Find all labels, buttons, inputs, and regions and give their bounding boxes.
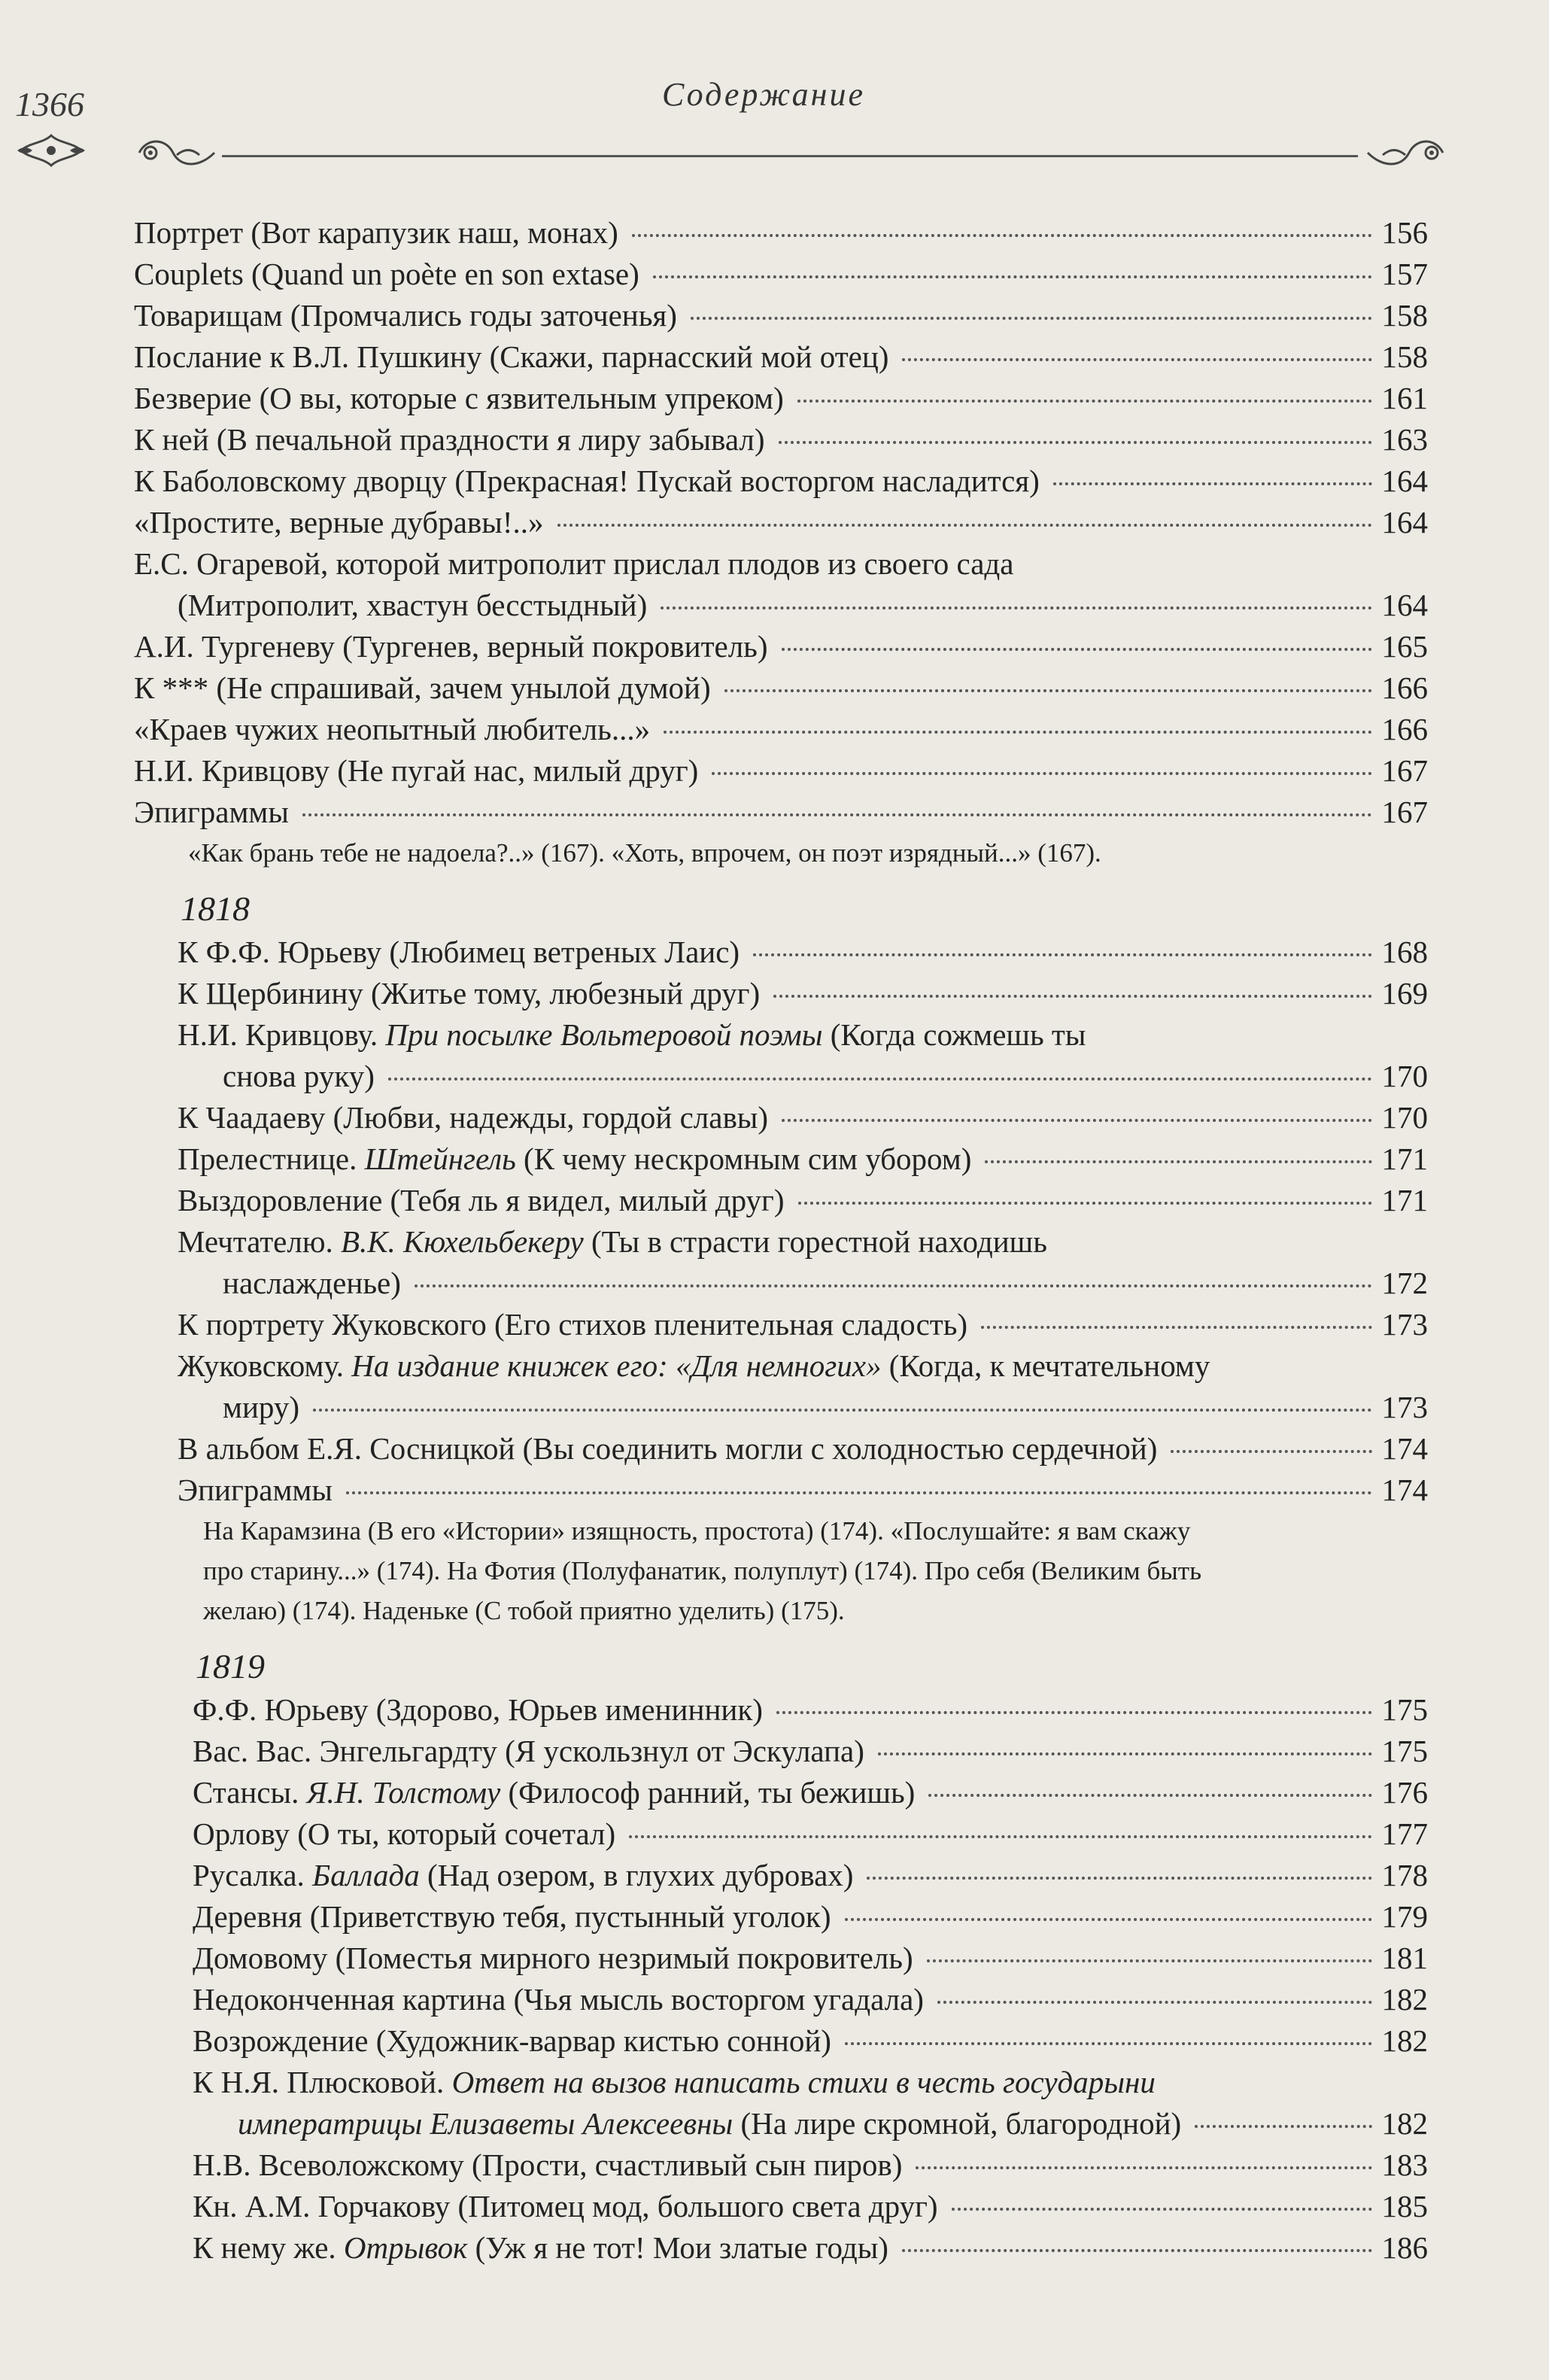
entry-title-prefix: Жуковскому. [178,1348,352,1383]
entry-title-suffix: (Когда, к мечтательному [881,1348,1210,1383]
entry-title: К ней (В печальной праздности я лиру забывал) [134,422,765,457]
entry-page: 158 [1381,298,1428,333]
entry-title: Выздоровление (Тебя ль я видел, милый друг) [178,1183,785,1217]
toc-entry [134,709,1428,750]
toc-entry [134,212,1428,254]
entry-page: 164 [1381,464,1428,498]
leader-dots [753,953,1372,956]
entry-title: Вас. Вас. Энгельгардту (Я ускользнул от Эскулапа) [193,1734,864,1768]
entry-title: «Простите, верные дубравы!..» [134,505,544,540]
leader-dots [902,358,1372,361]
entry-page: 167 [1381,753,1428,788]
entry-page: 166 [1381,712,1428,746]
leader-dots [797,400,1372,403]
entry-title-line2: снова руку) [223,1059,375,1093]
epigram-list: про старину...» (174). На Фотия (Полуфанатик, полуплут) (174). Про себя (Великим быть [203,1556,1202,1585]
entry-title-line1 [134,2062,1428,2103]
entry-title-prefix: Н.И. Кривцову. [178,1017,386,1052]
entry-page: 186 [1381,2230,1428,2265]
leader-dots [664,731,1372,734]
epigram-list: «Как брань тебе не надоела?..» (167). «Хоть, впрочем, он поэт изрядный...» (167). [188,838,1101,868]
toc-entry [134,1138,1428,1180]
leader-dots [1171,1450,1372,1453]
entry-title: Безверие (О вы, которые с язвительным упреком) [134,381,784,415]
entry-page: 171 [1381,1141,1428,1176]
entry-title: Товарищам (Промчались годы заточенья) [134,298,677,333]
entry-title-line1 [134,1345,1428,1387]
entry-title-suffix: (Ты в страсти горестной находишь [583,1224,1047,1259]
entry-title-line2 [238,2103,1181,2144]
leader-dots [724,689,1372,692]
entry-page: 183 [1381,2147,1428,2182]
toc-entry [134,973,1428,1014]
toc-entry [134,295,1428,336]
entry-page: 177 [1381,1816,1428,1851]
leader-dots [712,772,1372,775]
entry-title: Орлову (О ты, который сочетал) [193,1816,616,1851]
entry-title-line2: миру) [223,1390,299,1424]
entry-title-suffix: (Уж я не тот! Мои златые годы) [467,2230,888,2265]
entry-title-italic: Штейнгель [364,1141,516,1176]
entry-page: 167 [1381,795,1428,829]
leader-dots [782,648,1372,651]
toc-entry [134,2227,1428,2269]
entry-title: Домовому (Поместья мирного незримый покровитель) [193,1941,913,1975]
entry-page: 170 [1381,1100,1428,1135]
toc-entry [134,1938,1428,1979]
toc-entry [134,750,1428,792]
entry-title: К Ф.Ф. Юрьеву (Любимец ветреных Лаис) [178,935,740,969]
entry-page: 156 [1381,215,1428,250]
leader-dots [313,1409,1372,1412]
entry-title: Послание к В.Л. Пушкину (Скажи, парнасский мой отец) [134,339,889,374]
toc-entry [134,1896,1428,1938]
toc-entry [134,2020,1428,2062]
entry-title-prefix: Прелестнице. [178,1141,365,1176]
entry-page: 175 [1381,1734,1428,1768]
toc-entry [134,419,1428,460]
entry-page: 172 [1381,1266,1428,1300]
leader-dots [878,1752,1372,1755]
entry-title: Деревня (Приветствую тебя, пустынный уголок) [193,1899,831,1934]
entry-page: 174 [1381,1431,1428,1466]
entry-title: Возрождение (Художник-варвар кистью сонной) [193,2023,831,2058]
toc-entry [134,336,1428,378]
entry-title: Портрет (Вот карапузик наш, монах) [134,215,618,250]
leader-dots [927,1959,1372,1962]
entry-page: 185 [1381,2189,1428,2223]
entry-page: 181 [1381,1941,1428,1975]
entry-page: 163 [1381,422,1428,457]
entry-title-suffix: (На лире скромной, благородной) [733,2106,1182,2141]
entry-page: 182 [1381,2106,1428,2141]
leader-dots [782,1119,1372,1122]
entry-title [178,1138,971,1180]
entry-title [193,1855,853,1896]
leader-dots [985,1160,1372,1163]
entry-title-line1 [134,1221,1428,1263]
entry-page: 182 [1381,2023,1428,2058]
year-heading: 1818 [181,889,250,928]
leader-dots [346,1491,1372,1494]
leader-dots [1053,482,1372,485]
entry-page: 173 [1381,1307,1428,1342]
leader-dots [981,1326,1372,1329]
entry-page: 174 [1381,1473,1428,1507]
leader-dots [937,2001,1372,2004]
toc-entry [134,1056,1428,1097]
toc-entry [134,2144,1428,2186]
toc-entry [134,585,1428,626]
toc-entry [134,626,1428,667]
left-page-ornament-icon [14,128,89,173]
entry-page: 176 [1381,1775,1428,1810]
entry-page: 170 [1381,1059,1428,1093]
leader-dots [845,1918,1373,1921]
table-of-contents [134,212,1428,2269]
toc-entry [134,1470,1428,1511]
toc-entry [134,1097,1428,1138]
entry-page: 175 [1381,1692,1428,1727]
toc-entry [134,1731,1428,1772]
entry-page: 158 [1381,339,1428,374]
entry-title: А.И. Тургеневу (Тургенев, верный покровитель) [134,629,768,664]
leader-dots [916,2166,1372,2169]
entry-title: Ф.Ф. Юрьеву (Здорово, Юрьев именинник) [193,1692,763,1727]
entry-title: В альбом Е.Я. Сосницкой (Вы соединить могли с холодностью сердечной) [178,1431,1158,1466]
entry-title [193,1772,915,1813]
entry-title: Couplets (Quand un poète en son extase) [134,257,639,291]
leader-dots [928,1794,1372,1797]
entry-page: 161 [1381,381,1428,415]
entry-title: К портрету Жуковского (Его стихов пленительная сладость) [178,1307,968,1342]
entry-title: Эпиграммы [178,1473,333,1507]
entry-title: К Щербинину (Житье тому, любезный друг) [178,976,761,1011]
toc-entry [134,1304,1428,1345]
entry-title-line1 [134,1014,1428,1056]
entry-page: 178 [1381,1858,1428,1892]
leader-dots [557,524,1373,527]
toc-entry [134,1813,1428,1855]
entry-title-italic: В.К. Кюхельбекеру [340,1224,584,1259]
leader-dots [415,1284,1372,1287]
toc-entry [134,2186,1428,2227]
toc-entry [134,1180,1428,1221]
toc-entry [134,932,1428,973]
right-header-ornament-icon [1360,134,1450,172]
entry-title: Н.В. Всеволожскому (Прости, счастливый сын пиров) [193,2147,903,2182]
toc-entry [134,1979,1428,2020]
entry-page: 173 [1381,1390,1428,1424]
leader-dots [1195,2125,1372,2128]
toc-entry [134,1689,1428,1731]
toc-entry [134,1428,1428,1470]
entry-title-suffix: (Над озером, в глухих дубровах) [419,1858,854,1892]
toc-entry [134,792,1428,833]
entry-page: 171 [1381,1183,1428,1217]
entry-title-italic: императрицы Елизаветы Алексеевны [238,2106,733,2141]
entry-title-suffix: (К чему нескромным сим убором) [515,1141,972,1176]
header-rule [222,155,1358,157]
entry-title-suffix: (Когда сожмешь ты [822,1017,1086,1052]
leader-dots [388,1078,1372,1081]
entry-page: 165 [1381,629,1428,664]
leader-dots [952,2208,1372,2211]
entry-page: 164 [1381,588,1428,622]
entry-title-prefix: Русалка. [193,1858,313,1892]
toc-entry [134,667,1428,709]
entry-title [193,2227,888,2269]
toc-entry [134,378,1428,419]
leader-dots [776,1711,1372,1714]
entry-page: 182 [1381,1982,1428,2017]
toc-entry [134,254,1428,295]
entry-title-line2: наслажденье) [223,1266,401,1300]
toc-entry [134,2103,1428,2144]
toc-entry [134,1263,1428,1304]
leader-dots [661,606,1372,609]
left-header-ornament-icon [132,134,222,172]
entry-title-italic: На издание книжек его: «Для немногих» [351,1348,882,1383]
entry-page: 169 [1381,976,1428,1011]
entry-title: К Баболовскому дворцу (Прекрасная! Пускай восторгом насладится) [134,464,1040,498]
leader-dots [867,1877,1372,1880]
toc-entry [134,460,1428,502]
entry-page: 164 [1381,505,1428,540]
leader-dots [629,1835,1372,1838]
toc-entry [134,1772,1428,1813]
leader-dots [845,2042,1372,2045]
running-title: Содержание [662,76,866,113]
entry-title-prefix: Мечтателю. [178,1224,341,1259]
leader-dots [302,813,1372,816]
entry-title: Недоконченная картина (Чья мысль восторгом угадала) [193,1982,924,2017]
entry-title: «Краев чужих неопытный любитель...» [134,712,651,746]
toc-entry [134,502,1428,543]
entry-title: Эпиграммы [134,795,289,829]
leader-dots [779,441,1373,444]
entry-title: К Чаадаеву (Любви, надежды, гордой славы) [178,1100,769,1135]
entry-page: 166 [1381,670,1428,705]
leader-dots [691,317,1372,320]
page-number: 1366 [15,85,84,123]
entry-title: Кн. А.М. Горчакову (Питомец мод, большого света друг) [193,2189,938,2223]
entry-title: К *** (Не спрашивай, зачем унылой думой) [134,670,711,705]
leader-dots [798,1202,1372,1205]
leader-dots [632,234,1372,237]
entry-title: Н.И. Кривцову (Не пугай нас, милый друг) [134,753,699,788]
entry-title-line2: (Митрополит, хвастун бесстыдный) [178,588,648,622]
toc-entry [134,1855,1428,1896]
entry-title-prefix: Стансы. [193,1775,307,1810]
leader-dots [653,275,1372,278]
leader-dots [773,995,1372,998]
entry-title-prefix: К нему же. [193,2230,344,2265]
entry-title-suffix: (Философ ранний, ты бежишь) [500,1775,916,1810]
entry-title-line1: Е.С. Огаревой, которой митрополит прислал плодов из своего сада [134,546,1014,581]
entry-title-italic: Баллада [312,1858,420,1892]
entry-page: 157 [1381,257,1428,291]
entry-title-italic: Ответ на вызов написать стихи в честь государыни [451,2065,1156,2099]
entry-page: 168 [1381,935,1428,969]
entry-title-italic: Я.Н. Толстому [306,1775,501,1810]
entry-title-italic: При посылке Вольтеровой поэмы [385,1017,823,1052]
epigram-list: желаю) (174). Наденьке (С тобой приятно уделить) (175). [203,1596,845,1625]
epigram-list: На Карамзина (В его «Истории» изящность, простота) (174). «Послушайте: я вам скажу [203,1516,1191,1546]
leader-dots [902,2249,1372,2252]
entry-title-prefix: К Н.Я. Плюсковой. [193,2065,452,2099]
entry-title-italic: Отрывок [343,2230,468,2265]
entry-page: 179 [1381,1899,1428,1934]
year-heading: 1819 [196,1647,265,1685]
toc-entry [134,1387,1428,1428]
